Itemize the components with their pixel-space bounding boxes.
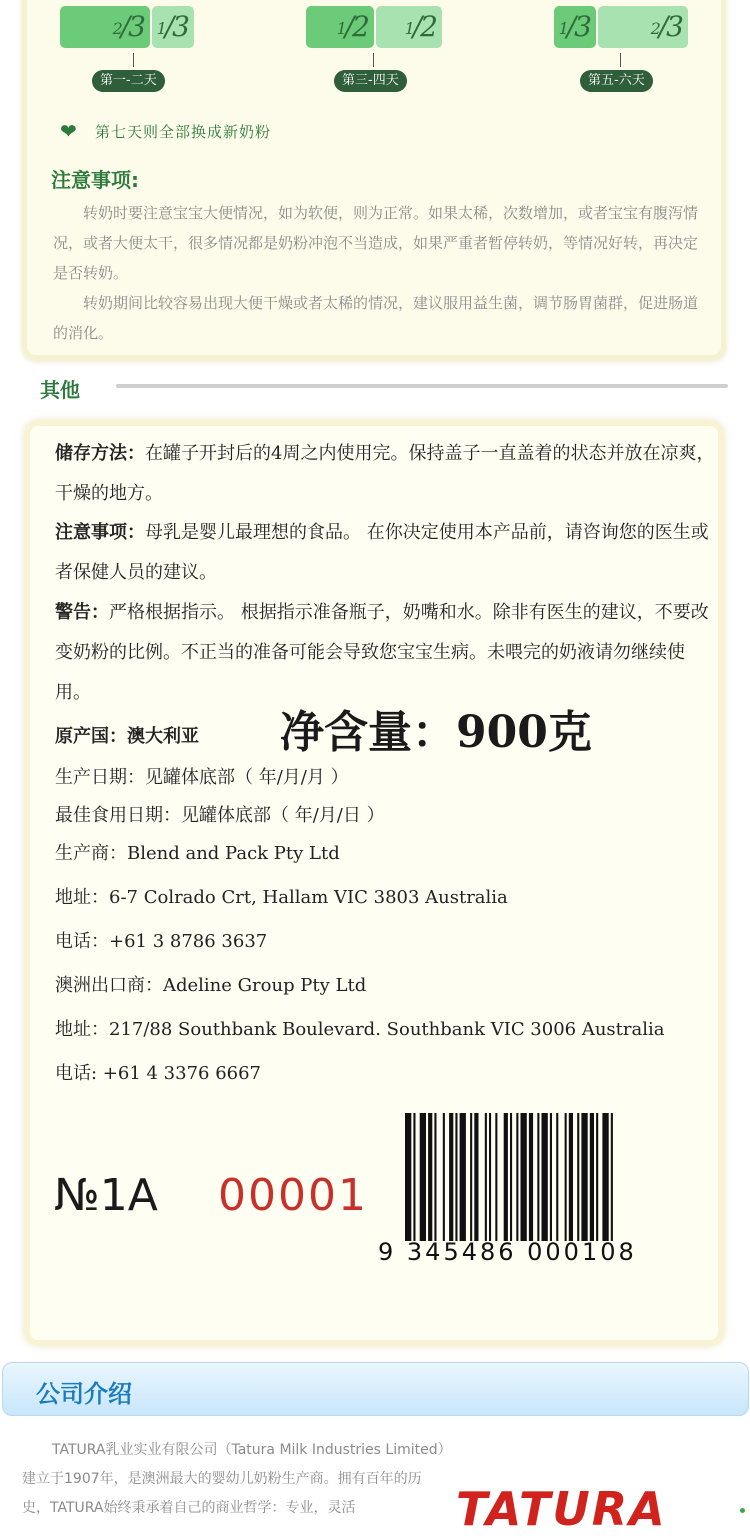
barcode-bar: [495, 1113, 497, 1241]
barcode-bar: [443, 1113, 445, 1241]
barcode-bar: [577, 1113, 579, 1241]
day7-text: 第七天则全部换成新奶粉: [95, 123, 272, 141]
net-weight: 净含量：900克: [280, 707, 592, 758]
production-date: 生产日期：见罐体底部（ 年/月/月 ）: [55, 767, 349, 788]
ratio-fraction: $^2$/3: [650, 10, 682, 43]
barcode-bar: [529, 1113, 533, 1241]
barcode-bar: [581, 1113, 587, 1241]
ratio-segment: [306, 6, 374, 48]
ratio-segment: [554, 6, 596, 48]
barcode-digits: 9 345486 000108: [378, 1238, 637, 1266]
exporter-phone: 电话: +61 4 3376 6667: [55, 1063, 262, 1084]
exporter-address: 地址：217/88 Southbank Boulevard. Southbank VIC 3006 Australia: [55, 1019, 665, 1040]
notes-paragraph-2: 转奶期间比较容易出现大便干燥或者太稀的情况，建议服用益生菌，调节肠胃菌群，促进肠道的消化。: [53, 294, 699, 342]
barcode-bar: [550, 1113, 552, 1241]
manufacturer: 生产商：Blend and Pack Pty Ltd: [55, 843, 340, 864]
barcode-bar: [602, 1113, 608, 1241]
caution-text: 母乳是婴儿最理想的食品。 在你决定使用本产品前，请咨询您的医生或者保健人员的建议。: [55, 522, 709, 583]
barcode-bar: [489, 1113, 491, 1241]
barcode-bar: [428, 1113, 432, 1241]
manufacturer-phone: 电话：+61 3 8786 3637: [55, 931, 268, 952]
barcode-bar: [455, 1113, 457, 1241]
serial-prefix: №1A: [54, 1170, 158, 1221]
manufacturer-address: 地址：6-7 Colrado Crt, Hallam VIC 3803 Australia: [55, 887, 508, 908]
stage-tick: [133, 53, 134, 67]
barcode-bar: [611, 1113, 613, 1241]
stage-day-label: 第三-四天: [334, 70, 407, 92]
heart-icon: ❤: [60, 119, 77, 143]
barcode-bar: [565, 1113, 567, 1241]
barcode-bar: [420, 1113, 426, 1241]
barcode-bar: [460, 1113, 466, 1241]
ratio-segment: [60, 6, 150, 48]
barcode-bar: [485, 1113, 487, 1241]
ratio-segment: [598, 6, 688, 48]
barcode-bar: [413, 1113, 415, 1241]
notes-title: 注意事项:: [51, 168, 139, 192]
section-divider: [116, 384, 728, 388]
ratio-fraction: $^1$/2: [404, 10, 436, 43]
warning-info: [55, 593, 715, 713]
origin-country: 原产国：澳大利亚: [55, 726, 199, 747]
notes-paragraph-1: 转奶时要注意宝宝大便情况，如为软便，则为正常。如果太稀，次数增加，或者宝宝有腹泻情况，或者大便太干，很多情况都是奶粉冲泡不当造成，如果严重者暂停转奶，等情况好转，再决定是否转奶。: [53, 204, 699, 282]
ratio-segment: [376, 6, 442, 48]
barcode-bar: [504, 1113, 508, 1241]
barcode-bar: [449, 1113, 453, 1241]
stage-ratio-bar: [554, 6, 688, 48]
caution-label: 注意事项：: [55, 522, 145, 543]
stage-ratio-bar: [60, 6, 194, 48]
stage-day-label: 第五-六天: [580, 70, 653, 92]
barcode-bar: [556, 1113, 558, 1241]
barcode-bar: [521, 1113, 527, 1241]
ratio-fraction: $^1$/2: [336, 10, 368, 43]
barcode-bar: [569, 1113, 573, 1241]
barcode-bar: [510, 1113, 512, 1241]
storage-info: [55, 434, 715, 514]
best-before-date: 最佳食用日期：见罐体底部（ 年/月/日 ）: [55, 805, 385, 826]
company-text: TATURA乳业实业有限公司（Tatura Milk Industries Limited）建立于1907年，是澳洲最大的婴幼儿奶粉生产商。拥有百年的历史，TATURA始终秉承着自己的商业哲学：专业，灵活: [22, 1442, 445, 1516]
caution-info: [55, 513, 715, 593]
other-section-title: 其他: [40, 378, 80, 402]
ratio-fraction: $^1$/3: [558, 10, 590, 43]
barcode-bar: [474, 1113, 478, 1241]
exporter: 澳洲出口商：Adeline Group Pty Ltd: [55, 975, 367, 996]
ratio-fraction: $^2$/3: [112, 10, 144, 43]
ratio-fraction: $^1$/3: [156, 10, 188, 43]
warning-label: 警告：: [55, 602, 109, 623]
stage-ratio-bar: [306, 6, 442, 48]
barcode-bar: [405, 1113, 411, 1241]
barcode-bar: [590, 1113, 594, 1241]
warning-text: 严格根据指示。 根据指示准备瓶子，奶嘴和水。除非有医生的建议，不要改变奶粉的比例。不正当的准备可能会导致您宝宝生病。未喂完的奶液请勿继续使用。: [55, 602, 709, 703]
tatura-logo: TATURA: [456, 1482, 667, 1536]
barcode-bar: [596, 1113, 598, 1241]
stage-day-label: 第一-二天: [92, 70, 165, 92]
barcode-bar: [434, 1113, 436, 1241]
stage-tick: [620, 53, 621, 67]
barcode-bar: [470, 1113, 472, 1241]
ratio-segment: [152, 6, 194, 48]
stage-tick: [373, 53, 374, 67]
storage-label: 储存方法：: [55, 443, 145, 464]
storage-text: 在罐子开封后的4周之内使用完。保持盖子一直盖着的状态并放在凉爽，干燥的地方。: [55, 443, 715, 504]
barcode-bar: [516, 1113, 518, 1241]
company-title: 公司介绍: [36, 1380, 132, 1408]
barcode-bar: [537, 1113, 539, 1241]
barcode-bar: [542, 1113, 548, 1241]
serial-code: 00001: [218, 1170, 368, 1221]
decorative-dot: [740, 1508, 745, 1513]
